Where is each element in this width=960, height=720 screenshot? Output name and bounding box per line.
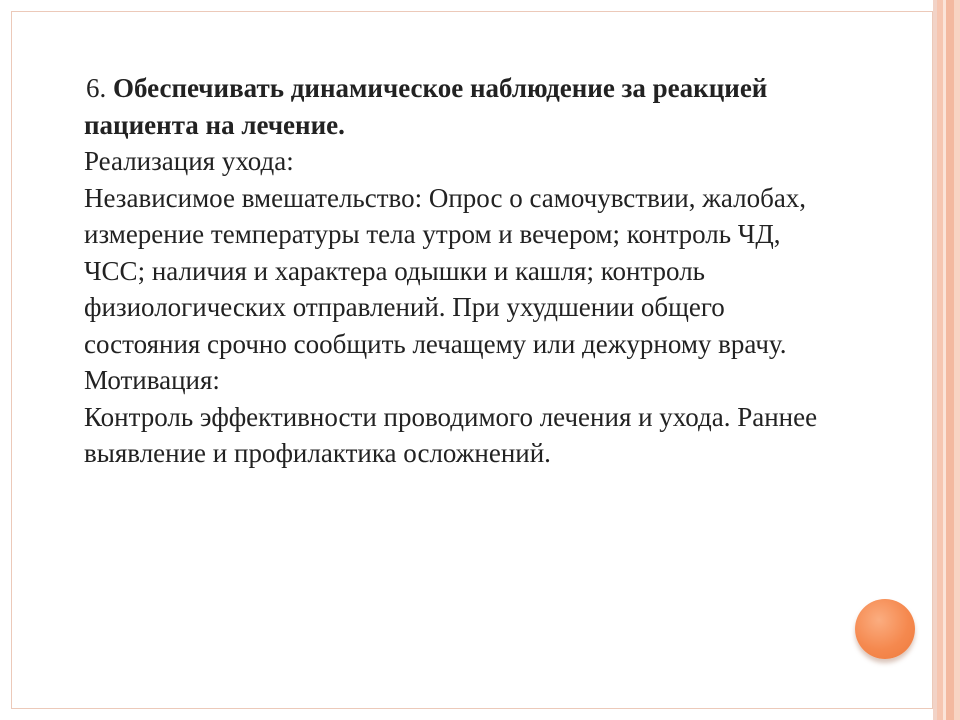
item-number: 6.	[86, 73, 107, 103]
decorative-stripe	[954, 0, 960, 720]
care-label: Реализация ухода:	[84, 146, 294, 176]
motivation-label: Мотивация:	[84, 365, 220, 395]
slide-content	[84, 70, 824, 472]
item-heading-text: Обеспечивать динамическое наблюдение за реакцией пациента на лечение.	[84, 73, 768, 140]
decorative-stripe	[946, 0, 954, 720]
decorative-circle	[855, 599, 915, 659]
care-text: Независимое вмешательство: Опрос о самочувствии, жалобах, измерение температуры тела утром и вечером; контроль ЧД, ЧСС; наличия и характера одышки и кашля; контроль физиологических отправлений. При ухудшении общего состояния срочно сообщить лечащему или дежурному врачу.	[84, 182, 807, 359]
motivation-text: Контроль эффективности проводимого лечения и ухода. Раннее выявление и профилактика осложнений.	[84, 401, 818, 468]
item-heading	[84, 70, 824, 143]
